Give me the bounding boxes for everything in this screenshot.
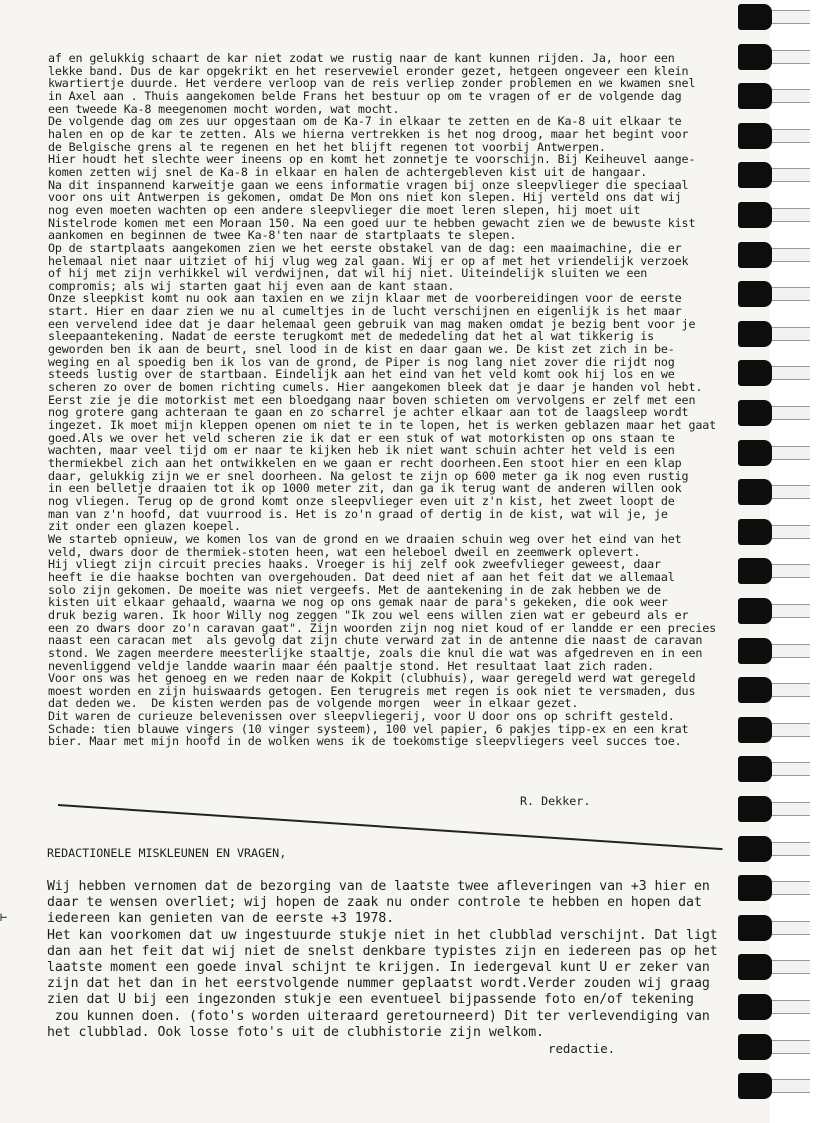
editorial-heading: REDACTIONELE MISKLEUNEN EN VRAGEN,: [47, 846, 287, 860]
binding-ring: [738, 83, 772, 109]
binding-ring: [738, 836, 772, 862]
binding-ring: [738, 875, 772, 901]
section-divider: [58, 804, 723, 850]
binding-ring: [738, 321, 772, 347]
binding-ring: [738, 677, 772, 703]
binding-ring: [738, 717, 772, 743]
binding-ring: [738, 519, 772, 545]
binding-ring: [738, 400, 772, 426]
binding-ring: [738, 1073, 772, 1099]
editorial-body: Wij hebben vernomen dat de bezorging van de laatste twee afleveringen van +3 hier en daar te wensen overliet; wij hopen de zaak nu onder controle te hebben en hopen dat iedereen kan genieten van de eerste +3 1978. Het kan voorkomen dat uw ingestuurde stukje niet in het clubblad verschijnt. Dat ligt dan aan het feit dat wij niet de snelst denkbare typistes zijn en iedereen pas op het laatste moment een goede inval schijnt te krijgen. In iedergeval kunt U er zeker van zijn dat het dan in het eerstvolgende nummer geplaatst wordt.Verder zouden wij graag zien dat U bij een ingezonden stukje een eventueel bijpassende foto en/of tekening zou kunnen doen. (foto's worden uiteraard geretourneerd) Dit ter verlevendiging van het clubblad. Ook losse foto's uit de clubhistorie zijn welkom.: [47, 879, 718, 1040]
binding-ring: [738, 756, 772, 782]
binding-ring: [738, 242, 772, 268]
binding-ring: [738, 796, 772, 822]
binding-ring: [738, 994, 772, 1020]
binding-ring: [738, 479, 772, 505]
article-author: R. Dekker.: [520, 794, 591, 808]
article-body: af en gelukkig schaart de kar niet zodat we rustig naar de kant kunnen rijden. Ja, hoor een lekke band. Dus de kar opgekrikt en het reservewiel eronder gezet, hetgeen ongeveer een klein kwartiertje duurde. Het verdere verloop van de reis verliep zonder problemen en we kwamen snel in Axel aan . Thuis aangekomen belde Frans het bestuur op om te vragen of er de volgende dag een tweede Ka-8 meegenomen mocht worden, wat mocht. De volgende dag om zes uur opgestaan om de Ka-7 in elkaar te zetten en de Ka-8 uit elkaar te halen en op de kar te zetten. Als we hierna vertrekken is het nog droog, maar het begint voor de Belgische grens al te regenen en het het blijft regenen tot voorbij Antwerpen. Hier houdt het slechte weer ineens op en komt het zonnetje te voorschijn. Bij Keiheuvel aange- komen zetten wij snel de Ka-8 in elkaar en halen de achtergebleven kist uit de hangaar. Na dit inspannend karweitje gaan we eens informatie vragen bij onze sleepvlieger die speciaal voor ons uit Antwerpen is gekomen, omdat De Mon ons niet kon slepen. Hij verteld ons dat wij nog even moeten wachten op een andere sleepvlieger die moet leren slepen, hij moet uit Nistelrode komen met een Moraan 150. Na een goed uur te hebben gewacht zien we de bewuste kist aankomen en beginnen de twee Ka-8'ten naar de startplaats te slepen. Op de startplaats aangekomen zien we het eerste obstakel van de dag: een maaimachine, die er helemaal niet naar uitziet of hij vlug weg zal gaan. Wij er op af met het vriendelijk verzoek of hij met zijn verhikkel wil verdwijnen, dat wil hij niet. Uiteindelijk sluiten we een compromis; als wij starten gaat hij even aan de kant staan. Onze sleepkist komt nu ook aan taxien en we zijn klaar met de voorbereidingen voor de eerste start. Hier en daar zien we nu al cumeltjes in de lucht verschijnen en eigenlijk is het maar een vervelend idee dat je daar helemaal geen gebruik van mag maken omdat je bezig bent voor je sleepaantekening. Nadat de eerste terugkomt met de mededeling dat het al wat tikkerig is geworden ben ik aan de beurt, snel lood in de kist en daar gaan we. De kist zet zich in be- weging en al spoedig ben ik los van de grond, de Piper is nog lang niet zover die rijdt nog steeds lustig over de startbaan. Eindelijk aan het eind van het veld komt ook hij los en we scheren zo over de bomen richting cumels. Hier aangekomen bleek dat je daar je handen vol hebt. Eerst zie je die motorkist met een bloedgang naar boven schieten om vervolgens er zelf met een nog grotere gang achteraan te gaan en zo scharrel je achter elkaar aan tot de laagsleep wordt ingezet. Ik moet mijn kleppen openen om niet te in te lopen, het is werken geblazen maar het gaat goed.Als we over het veld scheren zie ik dat er een stuk of wat motorkisten op ons staan te wachten, maar veel tijd om er naar te kijken heb ik niet want schuin achter het veld is een thermiekbel zich aan het ontwikkelen en we gaan er recht doorheen.Een stoot hier en een klap daar, gelukkig zijn we er snel doorheen. Na gelost te zijn op 600 meter ga ik nog even rustig in een belletje draaien tot ik op 1000 meter zit, dan ga ik terug want de anderen willen ook nog vliegen. Terug op de grond komt onze sleepvlieger even uit z'n kist, het zweet loopt de man van z'n hoofd, dat vuurrood is. Het is zo'n graad of dertig in de kist, wat wil je, je zit onder een glazen koepel. We starteb opnieuw, we komen los van de grond en we draaien schuin weg over het eind van het veld, dwars door de thermiek-stoten heen, wat een heleboel dweil en zeemwerk oplevert. Hij vliegt zijn circuit precies haaks. Vroeger is hij zelf ook zweefvlieger geweest, daar heeft ie die haakse bochten van overgehouden. Dat deed niet af aan het feit dat we allemaal solo zijn gekomen. De moeite was niet vergeefs. Met de aantekening in de zak hebben we de kisten uit elkaar gehaald, waarna we nog op ons gemak naar de para's gekeken, die ook weer druk bezig waren. Ik hoor Willy nog zeggen "Ik zou wel eens willen zien wat er gebeurd als er een zo dwars door zo'n caravan gaat". Zijn woorden zijn nog niet koud of er landde er een precies naast een caracan met als gevolg dat zijn chute verward zat in de antenne die naast de caravan stond. We zagen meerdere meesterlijke staaltje, zoals die knul die wat was afgedreven en in een nevenliggend veldje landde waarin maar één paaltje stond. Het resultaat laat zich raden. Voor ons was het genoeg en we reden naar de Kokpit (clubhuis), waar geregeld werd wat geregeld moest worden en zijn huiswaards getogen. Een terugreis met regen is ook niet te versmaden, dus dat deden we. De kisten werden pas de volgende morgen weer in elkaar gezet. Dit waren de curieuze belevenissen over sleepvliegerij, voor U door ons op schrift gesteld. Schade: tien blauwe vingers (10 vinger systeem), 100 vel papier, 6 pakjes tipp-ex en een krat bier. Maar met mijn hoofd in de wolken wens ik de toekomstige sleepvliegers veel succes toe.: [48, 51, 716, 749]
margin-mark-icon: ⊢: [0, 910, 8, 924]
binding-ring: [738, 638, 772, 664]
binding-ring: [738, 123, 772, 149]
spiral-binding: [734, 0, 816, 1123]
binding-ring: [738, 598, 772, 624]
binding-ring: [738, 440, 772, 466]
binding-ring: [738, 4, 772, 30]
binding-ring: [738, 162, 772, 188]
binding-ring: [738, 202, 772, 228]
editorial-signature: redactie.: [548, 1041, 616, 1056]
binding-ring: [738, 281, 772, 307]
binding-ring: [738, 360, 772, 386]
binding-ring: [738, 915, 772, 941]
binding-ring: [738, 558, 772, 584]
binding-ring: [738, 954, 772, 980]
binding-ring: [738, 44, 772, 70]
binding-ring: [738, 1034, 772, 1060]
